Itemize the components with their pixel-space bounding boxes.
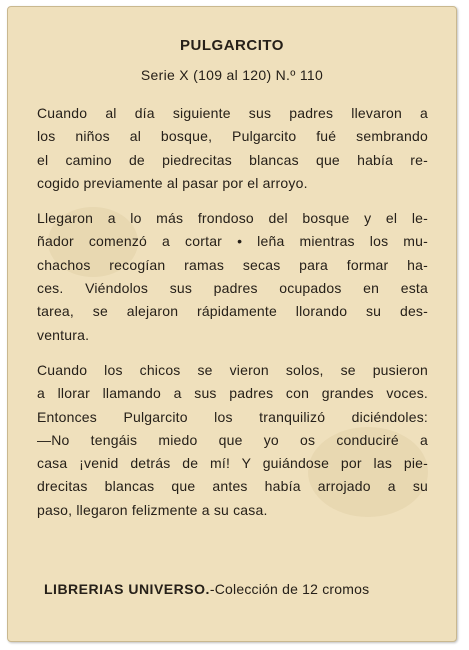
text-line: el camino de piedrecitas blancas que había re- — [37, 151, 428, 168]
text-line: a llorar llamando a sus padres con grandes voces. — [37, 385, 428, 402]
text-line: drecitas blancas que antes había arrojado a su — [37, 478, 428, 495]
publisher-name: LIBRERIAS UNIVERSO. — [44, 581, 210, 597]
paragraph — [37, 102, 428, 195]
text-line: tarea, se alejaron rápidamente llorando su des- — [37, 303, 428, 320]
collection-note: -Colección de 12 cromos — [209, 581, 370, 597]
trading-card-back — [7, 6, 457, 642]
publisher-footer — [44, 581, 369, 597]
text-line: cogido previamente al pasar por el arroyo. — [37, 174, 308, 191]
text-line: Llegaron a lo más frondoso del bosque y el le- — [37, 210, 428, 227]
card-title: PULGARCITO — [180, 37, 284, 54]
text-line: los niños al bosque, Pulgarcito fué sembrando — [37, 128, 428, 145]
paragraph — [37, 359, 428, 522]
text-line: casa ¡venid detrás de mí! Y guiándose por las pie- — [37, 455, 428, 472]
text-line: Cuando los chicos se vieron solos, se pusieron — [37, 361, 428, 378]
paragraph — [37, 207, 428, 347]
text-line: Cuando al día siguiente sus padres llevaron a — [37, 105, 428, 121]
text-line: —No tengáis miedo que yo os conduciré a — [37, 431, 428, 448]
text-line: ces. Viéndolos sus padres ocupados en esta — [37, 280, 428, 297]
text-line: ñador comenzó a cortar • leña mientras los mu- — [37, 233, 428, 250]
text-line: Entonces Pulgarcito los tranquilizó diciéndoles: — [37, 408, 428, 425]
series-number: Serie X (109 al 120) N.º 110 — [140, 67, 324, 83]
story-text — [37, 102, 428, 534]
text-line: ventura. — [37, 326, 90, 343]
text-line: chachos recogían ramas secas para formar ha- — [37, 256, 428, 273]
text-line: paso, llegaron felizmente a su casa. — [37, 501, 268, 518]
